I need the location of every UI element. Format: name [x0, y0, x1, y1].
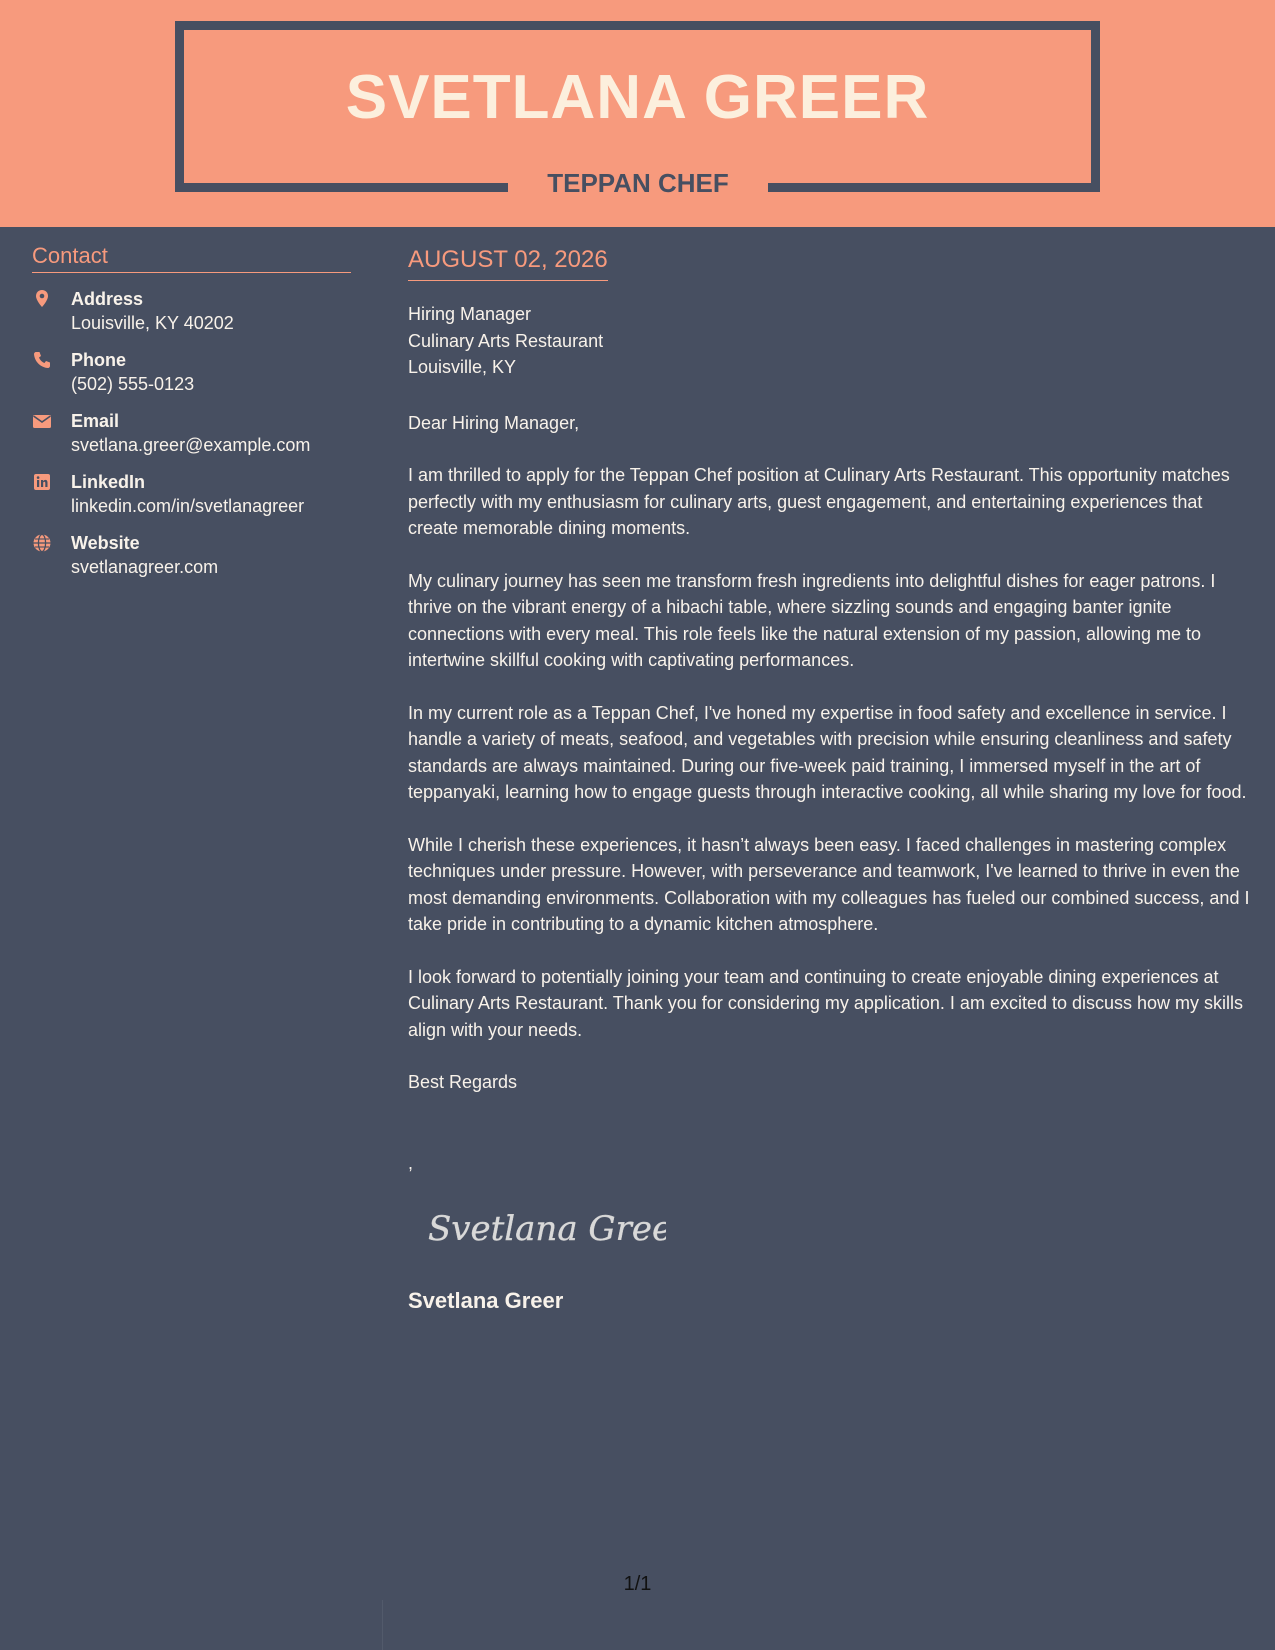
letter-paragraph: In my current role as a Teppan Chef, I've honed my expertise in food safety and excellence in service. I handle a variety of meats, seafood, and vegetables with precision while ensuring cleanliness and safety standards are always maintained. During our five-week paid training, I immersed myself in the art of teppanyaki, learning how to engage guests through interactive cooking, all while sharing my love for food. — [408, 702, 1247, 802]
globe-icon — [32, 533, 52, 553]
contact-item-linkedin — [32, 470, 351, 518]
recipient-line: Louisville, KY — [408, 357, 517, 377]
contact-label: Email — [71, 411, 120, 431]
phone-icon — [32, 350, 52, 370]
contact-label: Address — [71, 289, 144, 309]
contact-item-website — [32, 531, 351, 579]
contact-value: svetlanagreer.com — [71, 557, 219, 577]
page-divider — [382, 1600, 383, 1650]
letter-paragraph: I am thrilled to apply for the Teppan Chef position at Culinary Arts Restaurant. This opportunity matches perfectly with my enthusiasm for culinary arts, guest engagement, and entertaining experiences that create memorable dining moments. — [408, 465, 1230, 538]
contact-label: Phone — [71, 350, 127, 370]
linkedin-icon — [32, 472, 52, 492]
salutation: Dear Hiring Manager, — [408, 412, 580, 433]
closing: Best Regards — [408, 1072, 518, 1092]
contact-value: linkedin.com/in/svetlanagreer — [71, 496, 305, 516]
header-frame-bottom-left — [175, 183, 508, 192]
page-indicator: 1/1 — [623, 1573, 652, 1595]
contact-label: Website — [71, 533, 140, 553]
letter-body — [408, 244, 1253, 1316]
contact-value: Louisville, KY 40202 — [71, 313, 234, 333]
letter-paragraph: My culinary journey has seen me transform fresh ingredients into delightful dishes for eager patrons. I thrive on the vibrant energy of a hibachi table, where sizzling sounds and engaging banter ignite connections with every meal. This role feels like the natural extension of my passion, allowing me to intertwine skillful cooking with captivating performances. — [408, 570, 1216, 670]
contact-heading: Contact — [32, 242, 351, 273]
job-title: TEPPAN CHEF — [547, 168, 729, 198]
contact-label: LinkedIn — [71, 472, 146, 492]
contact-value: svetlana.greer@example.com — [71, 435, 311, 455]
contact-item-email — [32, 409, 351, 457]
recipient-block — [408, 301, 1253, 381]
svg-text:Svetlana Greer: Svetlana Greer — [428, 1209, 666, 1249]
letter-paragraph: While I cherish these experiences, it hasn’t always been easy. I faced challenges in mastering complex techniques under pressure. However, with perseverance and teamwork, I've learned to thrive in even the most demanding environments. Collaboration with my colleagues has fueled our combined success, and I take pride in contributing to a dynamic kitchen atmosphere. — [408, 834, 1250, 934]
contact-sidebar — [32, 242, 351, 592]
handwritten-signature — [426, 1204, 666, 1254]
header-frame-bottom-right — [768, 183, 1100, 192]
recipient-line: Culinary Arts Restaurant — [408, 330, 604, 351]
candidate-name: SVETLANA GREER — [345, 63, 930, 132]
signer-name: Svetlana Greer — [408, 1287, 564, 1313]
contact-item-phone — [32, 348, 351, 396]
contact-value: (502) 555-0123 — [71, 374, 195, 394]
location-pin-icon — [32, 289, 52, 309]
envelope-icon — [32, 411, 52, 431]
recipient-line: Hiring Manager — [408, 304, 532, 324]
closing-comma: , — [408, 1152, 414, 1173]
letter-date: AUGUST 02, 2026 — [408, 244, 608, 281]
contact-item-address — [32, 287, 351, 335]
letter-paragraph: I look forward to potentially joining your team and continuing to create enjoyable dining experiences at Culinary Arts Restaurant. Thank you for considering my application. I am excited to discuss how my skills align with your needs. — [408, 966, 1244, 1040]
